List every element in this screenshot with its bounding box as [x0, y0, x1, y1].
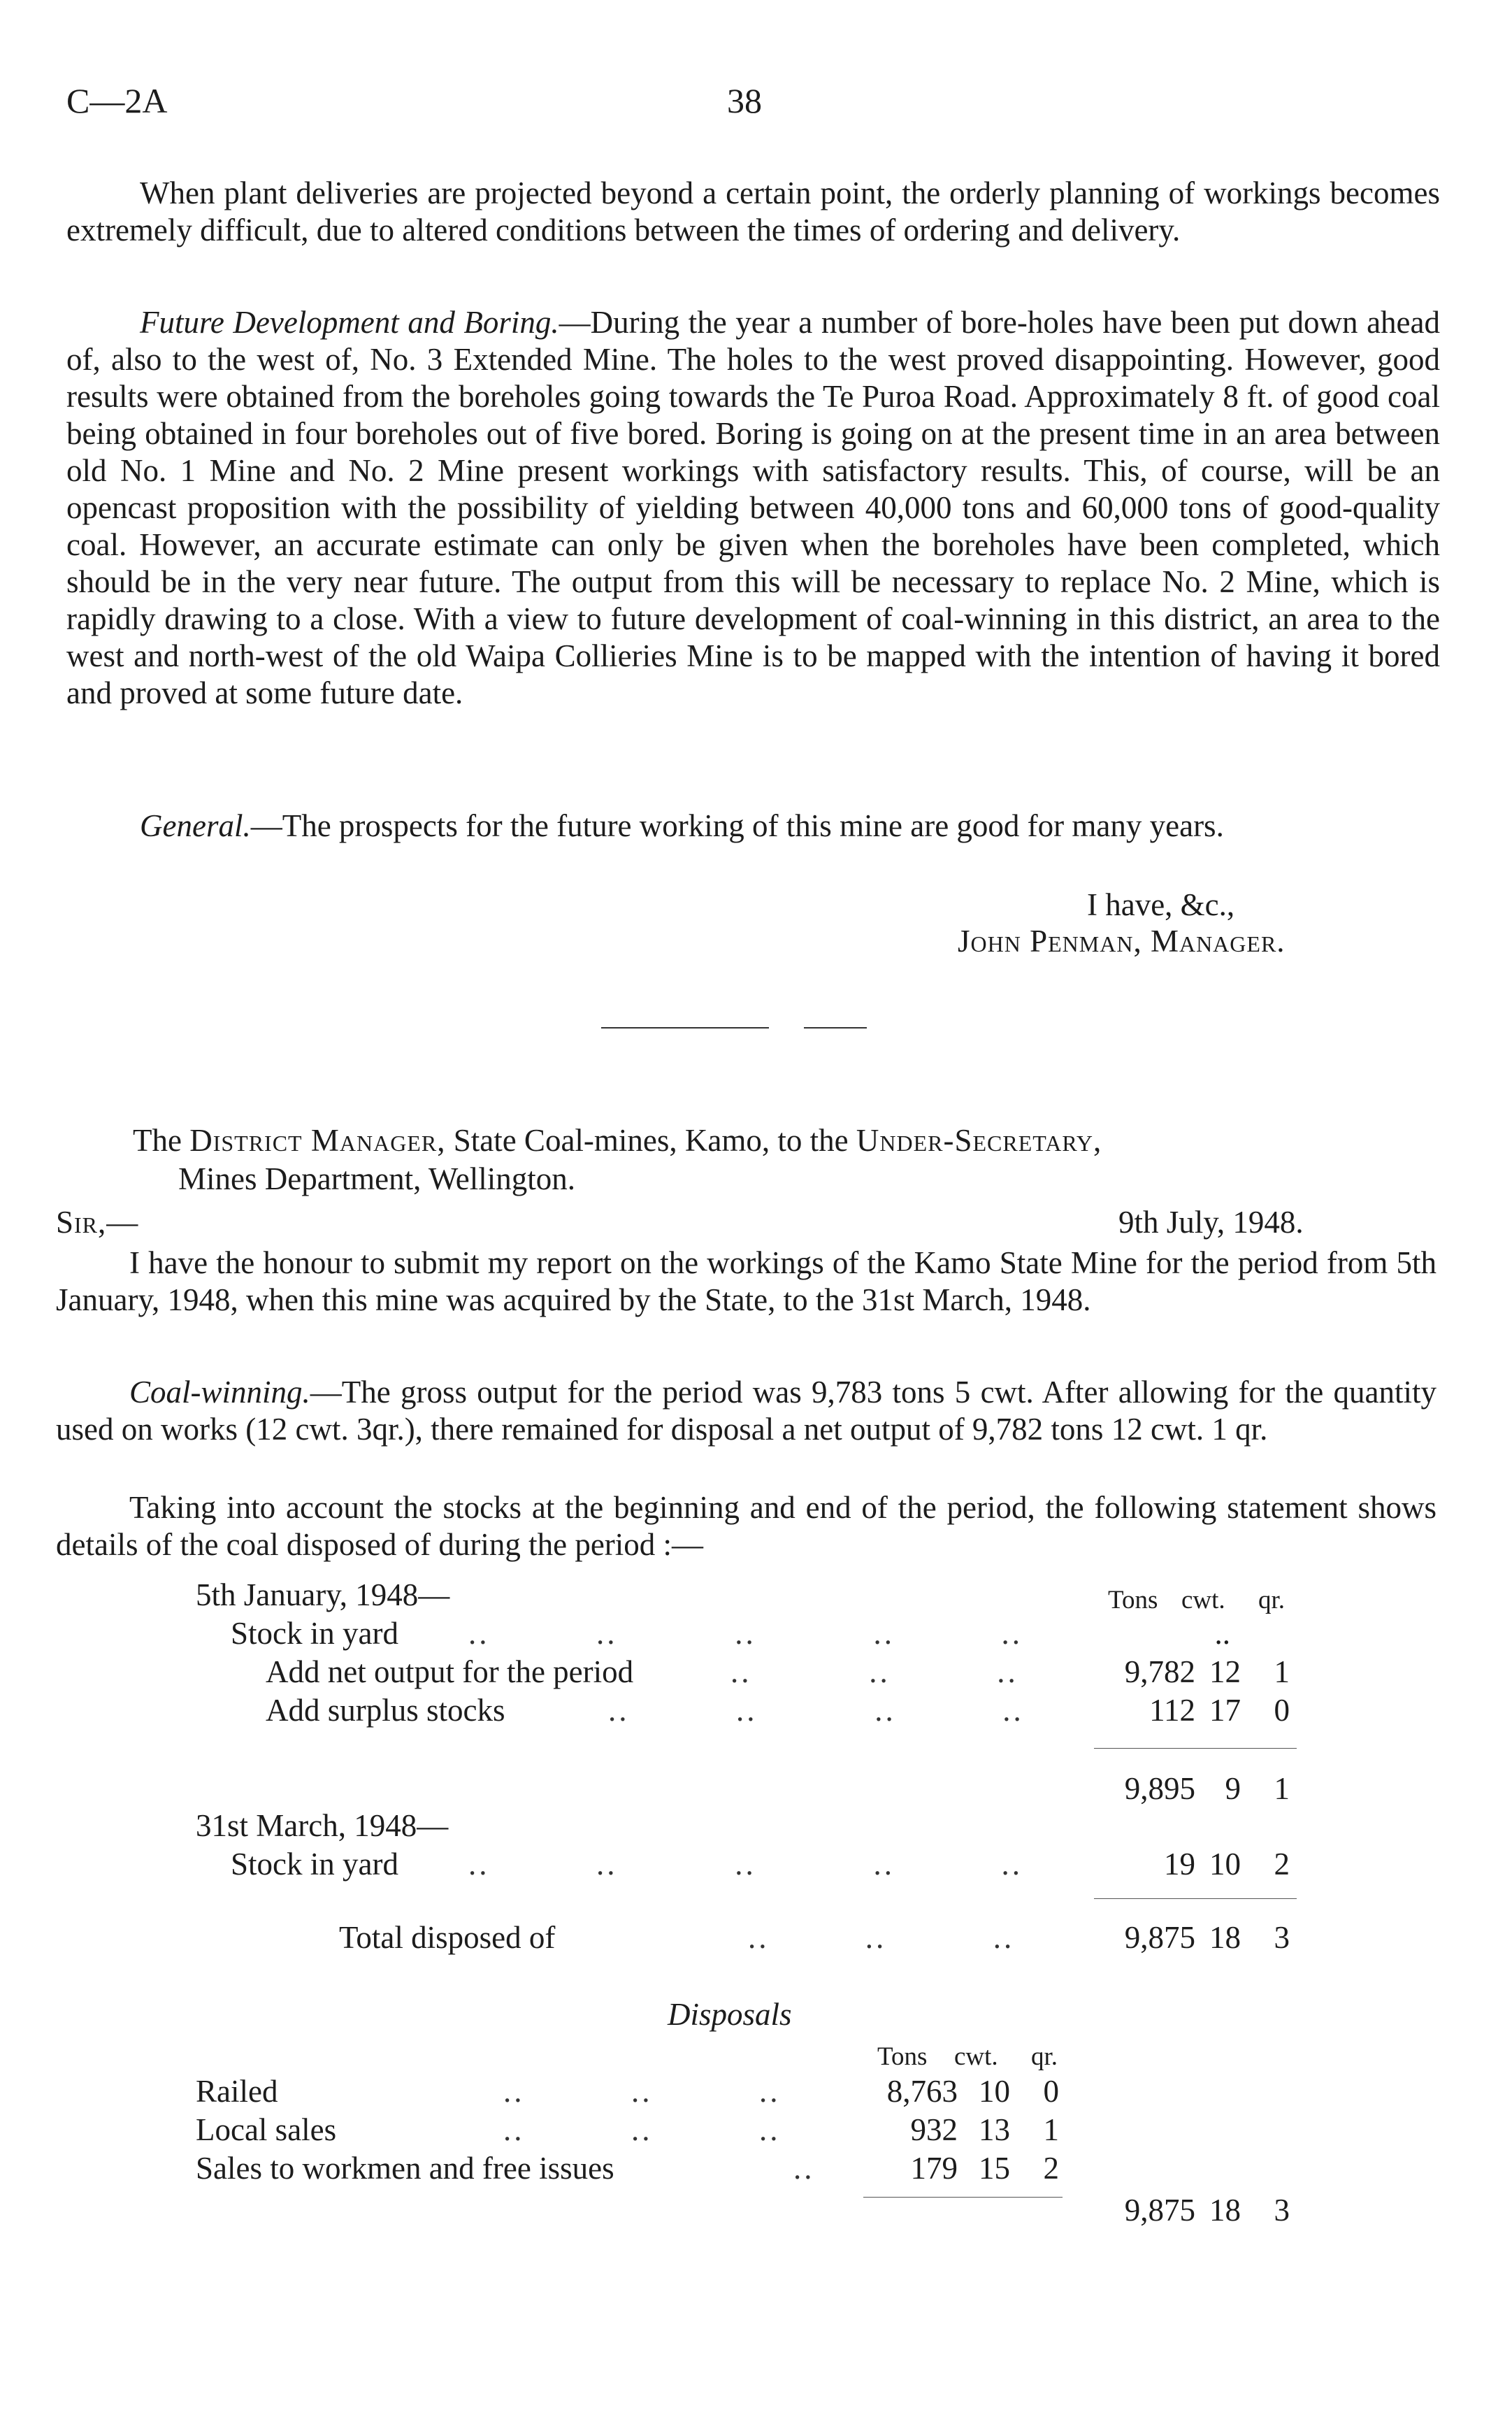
leader-dots: .. .. ..: [748, 1920, 1015, 1955]
leader-dots: .. .. .. ..: [608, 1693, 1024, 1728]
disposals-total-tons: 9,875: [1124, 2193, 1195, 2228]
stock-yard-2-label: Stock in yard: [231, 1847, 398, 1882]
page-number: 38: [727, 81, 762, 120]
leader-dots: .. .. ..: [503, 2074, 781, 2109]
net-output-cwt: 12: [1209, 1654, 1241, 1689]
stock-yard-1-label: Stock in yard: [231, 1616, 398, 1651]
disposals-col-cwt: cwt.: [954, 2042, 998, 2071]
stock-yard-2-cwt: 10: [1209, 1847, 1241, 1882]
surplus-cwt: 17: [1209, 1693, 1241, 1728]
address-from: District Manager,: [189, 1123, 446, 1158]
surplus-tons: 112: [1149, 1693, 1195, 1728]
total-rule: [1094, 1898, 1297, 1899]
stock-yard-1-value: ..: [1214, 1616, 1230, 1651]
disposal-row-tons: 8,763: [886, 2074, 958, 2109]
document-code: C—2A: [66, 81, 168, 120]
disposal-row-qr: 1: [1043, 2112, 1059, 2147]
disposals-col-tons: Tons: [877, 2042, 928, 2071]
statement-date-1: 5th January, 1948—: [196, 1577, 450, 1612]
disposal-row-qr: 2: [1043, 2151, 1059, 2186]
subtotal-cwt: 9: [1225, 1771, 1241, 1806]
disposal-row-cwt: 10: [979, 2074, 1010, 2109]
paragraph-future-development-body: —During the year a number of bore-holes have been put down ahead of, also to the west of, No. 3 Extended Mine. The holes to the west proved disappointing. However, good results were obtained from the boreholes going towards the Te Puroa Road. Approximately 8 ft. of good coal being obtained in four boreholes out of five bored. Boring is going on at the present time in an area between old No. 1 Mine and No. 2 Mine present workings with satisfactory results. This, of course, will be an opencast proposition with the possibility of yielding between 40,000 tons and 60,000 tons of good-quality coal. However, an accurate estimate can only be given when the boreholes have been completed, which should be in the very near future. The output from this will be necessary to replace No. 2 Mine, which is rapidly drawing to a close. With a view to future development of coal-winning in this district, an area to the west and north-west of the old Waipa Collieries Mine is to be mapped with the intention of having it bored and proved at some future date.: [66, 305, 1441, 710]
paragraph-general: [66, 808, 1440, 845]
heading-coal-winning: Coal-winning.: [129, 1375, 310, 1410]
disposal-row-label: Sales to workmen and free issues: [196, 2151, 614, 2186]
address-to: Under-Secretary,: [856, 1123, 1102, 1158]
leader-dots: .. .. ..: [503, 2112, 781, 2147]
total-cwt: 18: [1209, 1920, 1241, 1955]
address-line-2: Mines Department, Wellington.: [178, 1161, 575, 1196]
leader-dots: .. .. .. .. ..: [468, 1616, 1023, 1651]
leader-dots: ..: [793, 2151, 815, 2186]
statement-col-tons: Tons: [1108, 1586, 1158, 1614]
paragraph-plant-deliveries: When plant deliveries are projected beyond a certain point, the orderly planning of workings becomes extremely difficult, due to altered conditions between the times of ordering and delivery.: [66, 175, 1440, 248]
disposals-title: Disposals: [668, 1997, 792, 2032]
stock-yard-2-qr: 2: [1274, 1847, 1290, 1882]
paragraph-future-development: [66, 304, 1440, 712]
net-output-label: Add net output for the period: [266, 1654, 634, 1689]
surplus-qr: 0: [1274, 1693, 1290, 1728]
disposals-total-qr: 3: [1274, 2193, 1290, 2228]
paragraph-general-body: —The prospects for the future working of this mine are good for many years.: [250, 808, 1224, 843]
disposal-row-label: Local sales: [196, 2112, 337, 2147]
paragraph-statement-intro: Taking into account the stocks at the beginning and end of the period, the following statement shows details of the coal disposed of during the period :—: [56, 1490, 1437, 1562]
paragraph-coal-winning-body: —The gross output for the period was 9,783 tons 5 cwt. After allowing for the quantity used on works (12 cwt. 3qr.), there remained for disposal a net output of 9,782 tons 12 cwt. 1 qr.: [56, 1375, 1437, 1447]
section-separator: [601, 1027, 769, 1029]
total-tons: 9,875: [1124, 1920, 1195, 1955]
disposals-total-rule: [863, 2197, 1063, 2198]
leader-dots: .. .. .. .. ..: [468, 1847, 1023, 1882]
disposal-row-qr: 0: [1043, 2074, 1059, 2109]
subtotal-tons: 9,895: [1124, 1771, 1195, 1806]
disposal-row-tons: 932: [910, 2112, 958, 2147]
letter-date: 9th July, 1948.: [1118, 1205, 1304, 1240]
disposals-col-qr: qr.: [1031, 2042, 1058, 2071]
surplus-label: Add surplus stocks: [266, 1693, 505, 1728]
signature: John Penman, Manager.: [958, 924, 1286, 959]
heading-general: General.: [140, 808, 251, 843]
subtotal-rule: [1094, 1748, 1297, 1749]
paragraph-coal-winning: [56, 1374, 1437, 1448]
net-output-qr: 1: [1274, 1654, 1290, 1689]
statement-col-qr: qr.: [1258, 1586, 1286, 1614]
statement-date-2: 31st March, 1948—: [196, 1808, 449, 1843]
total-label: Total disposed of: [339, 1920, 556, 1955]
statement-col-cwt: cwt.: [1181, 1586, 1225, 1614]
net-output-tons: 9,782: [1124, 1654, 1195, 1689]
closing: I have, &c.,: [1087, 887, 1235, 922]
total-qr: 3: [1274, 1920, 1290, 1955]
disposal-row-cwt: 15: [979, 2151, 1010, 2186]
disposal-row-cwt: 13: [979, 2112, 1010, 2147]
disposal-row-label: Railed: [196, 2074, 278, 2109]
subtotal-qr: 1: [1274, 1771, 1290, 1806]
address-line-1: [133, 1122, 1102, 1159]
disposals-total-cwt: 18: [1209, 2193, 1241, 2228]
stock-yard-2-tons: 19: [1164, 1847, 1195, 1882]
disposal-row-tons: 179: [910, 2151, 958, 2186]
address-prefix: The: [133, 1123, 182, 1158]
section-separator-short: [804, 1027, 867, 1029]
paragraph-honour: I have the honour to submit my report on the workings of the Kamo State Mine for the period from 5th January, 1948, when this mine was acquired by the State, to the 31st March, 1948.: [56, 1245, 1437, 1317]
address-mid: State Coal-mines, Kamo, to the: [453, 1123, 849, 1158]
heading-future-development: Future Development and Boring.: [140, 305, 559, 340]
leader-dots: .. .. ..: [730, 1654, 1018, 1689]
salutation: Sir,—: [56, 1205, 139, 1240]
